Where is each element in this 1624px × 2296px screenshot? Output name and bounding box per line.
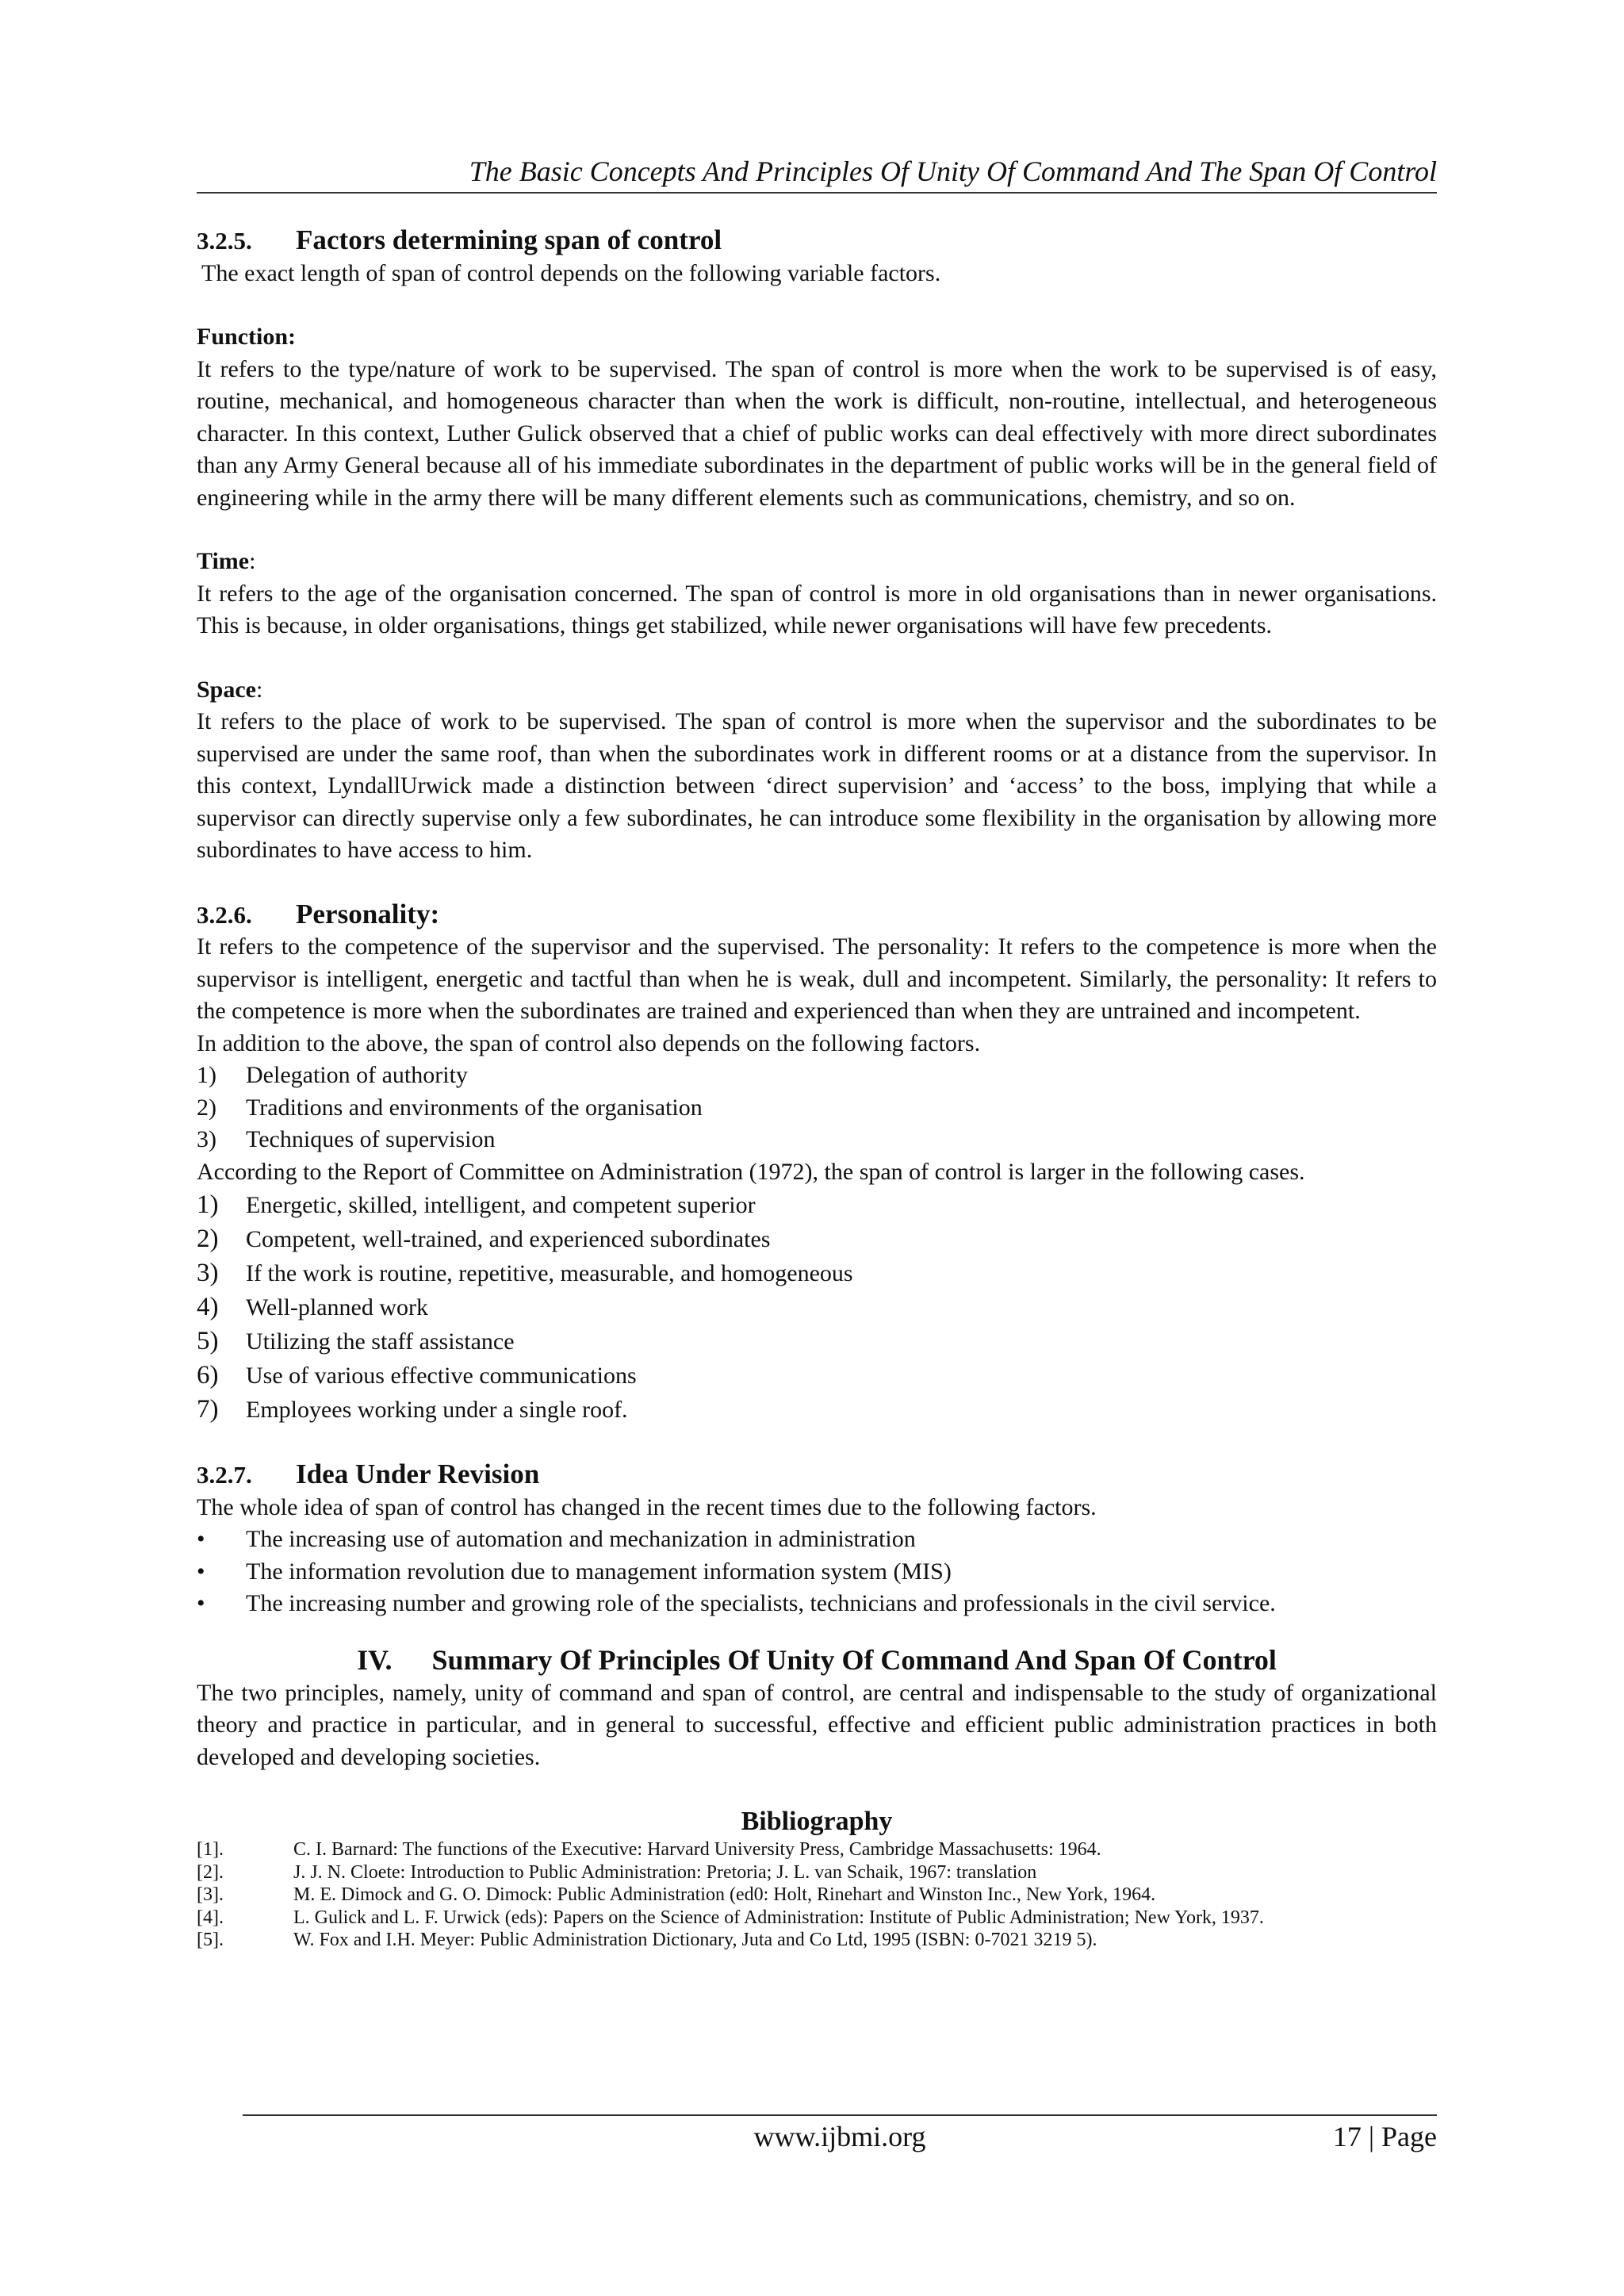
bullet-icon: • xyxy=(197,1590,205,1616)
list-text: Well-planned work xyxy=(246,1294,429,1320)
additional-factors-intro: In addition to the above, the span of control also depends on the following factors. xyxy=(197,1029,981,1056)
list-number: 2) xyxy=(197,1225,219,1253)
bibliography-list xyxy=(197,1838,1437,1952)
list-number: 1) xyxy=(197,1062,216,1088)
committee-report-paragraph: According to the Report of Committee on Administration (1972), the span of control is larger in the following cases. xyxy=(197,1158,1305,1185)
section-title: Summary Of Principles Of Unity Of Command And Span Of Control xyxy=(431,1643,1277,1676)
function-label: Function: xyxy=(197,324,297,350)
list-number: 7) xyxy=(197,1395,219,1424)
summary-heading xyxy=(197,1642,1437,1677)
revision-bullet-list xyxy=(197,1524,1437,1620)
list-text: The information revolution due to management information system (MIS) xyxy=(246,1558,952,1585)
reference-label: [1]. xyxy=(197,1839,224,1860)
list-item xyxy=(197,1256,1437,1290)
function-paragraph: It refers to the type/nature of work to be supervised. The span of control is more when the work to be supervised is of easy, routine, mechanical, and homogeneous character than when the work is difficult, non-routine, intellectual, and heterogeneous character. In this context, Luther Gulick observed that a chief of public works can deal effectively with more direct subordinates than any Army General because all of his immediate subordinates in the department of public works will be in the general field of engineering while in the army there will be many different elements such as communications, chemistry, and so on. xyxy=(197,355,1437,511)
list-number: 1) xyxy=(197,1190,219,1219)
list-item xyxy=(197,1290,1437,1324)
list-item xyxy=(197,1524,1437,1556)
list-number: 5) xyxy=(197,1327,219,1355)
section-heading-3-2-6 xyxy=(197,899,1437,932)
list-text: Energetic, skilled, intelligent, and competent superior xyxy=(246,1192,756,1218)
section-number: 3.2.6. xyxy=(197,900,252,929)
footer-website: www.ijbmi.org xyxy=(753,2121,926,2152)
list-item xyxy=(197,1060,1437,1092)
bibliography-heading: Bibliography xyxy=(741,1807,893,1836)
list-text: Use of various effective communications xyxy=(246,1363,637,1389)
reference-text: W. Fox and I.H. Meyer: Public Administration Dictionary, Juta and Co Ltd, 1995 (ISBN: 0-7021 3219 5). xyxy=(293,1930,1097,1950)
list-text: Competent, well-trained, and experienced subordinates xyxy=(246,1226,771,1252)
list-item xyxy=(197,1556,1437,1589)
list-item xyxy=(197,1324,1437,1359)
revision-intro: The whole idea of span of control has changed in the recent times due to the following factors. xyxy=(197,1493,1097,1520)
additional-factors-list xyxy=(197,1060,1437,1156)
section-roman-numeral: IV. xyxy=(357,1643,393,1676)
list-text: Utilizing the staff assistance xyxy=(246,1328,515,1355)
reference-text: M. E. Dimock and G. O. Dimock: Public Administration (ed0: Holt, Rinehart and Winston Inc., New York, 1964. xyxy=(293,1884,1156,1905)
reference-label: [2]. xyxy=(197,1861,224,1883)
list-text: The increasing number and growing role of the specialists, technicians and professionals in the civil service. xyxy=(246,1590,1276,1616)
list-number: 3) xyxy=(197,1259,219,1287)
list-item xyxy=(197,1393,1437,1427)
running-header: The Basic Concepts And Principles Of Unity Of Command And The Span Of Control xyxy=(197,154,1437,194)
footer-page-number: 17 | Page xyxy=(1332,2121,1437,2152)
section-title: Personality: xyxy=(296,898,440,930)
list-item xyxy=(197,1588,1437,1620)
reference-item xyxy=(197,1861,1437,1884)
list-number: 3) xyxy=(197,1126,216,1152)
reference-label: [3]. xyxy=(197,1884,224,1905)
reference-text: L. Gulick and L. F. Urwick (eds): Papers on the Science of Administration: Institute of Public Administration; New York, 1937. xyxy=(293,1907,1264,1928)
committee-cases-list xyxy=(197,1188,1437,1427)
page-footer xyxy=(243,2114,1437,2154)
space-label: Space xyxy=(197,676,256,703)
list-text: If the work is routine, repetitive, measurable, and homogeneous xyxy=(246,1260,853,1286)
space-heading: Space: xyxy=(197,676,263,703)
time-heading: Time: xyxy=(197,548,256,574)
list-text: Traditions and environments of the organisation xyxy=(246,1094,703,1121)
list-text: Employees working under a single roof. xyxy=(246,1397,628,1423)
section-number: 3.2.5. xyxy=(197,227,252,255)
reference-item xyxy=(197,1907,1437,1930)
time-paragraph: It refers to the age of the organisation concerned. The span of control is more in old organisations than in newer organisations. This is because, in older organisations, things get stabilized, while newer organisations will have few precedents. xyxy=(197,580,1437,638)
list-text: Delegation of authority xyxy=(246,1062,468,1088)
personality-paragraph: It refers to the competence of the supervisor and the supervised. The personality: It refers to the competence is more when the supervisor is intelligent, energetic and tactful than when he is weak, dull and incompetent. Similarly, the personality: It refers to the competence is more when the subordinates are trained and experienced than when they are untrained and incompetent. xyxy=(197,933,1437,1024)
list-number: 6) xyxy=(197,1361,219,1389)
list-number: 2) xyxy=(197,1094,216,1121)
summary-paragraph: The two principles, namely, unity of command and span of control, are central and indispensable to the study of organizational theory and practice in particular, and in general to successful, effective and efficient public administration practices in both developed and developing societies. xyxy=(197,1679,1437,1770)
section-heading-3-2-7 xyxy=(197,1458,1437,1492)
reference-label: [4]. xyxy=(197,1907,224,1928)
reference-item xyxy=(197,1884,1437,1907)
reference-text: C. I. Barnard: The functions of the Executive: Harvard University Press, Cambridge Massachusetts: 1964. xyxy=(293,1839,1101,1860)
section-heading-3-2-5 xyxy=(197,224,1437,258)
reference-item xyxy=(197,1929,1437,1952)
list-item xyxy=(197,1124,1437,1156)
bullet-icon: • xyxy=(197,1558,205,1585)
page-content xyxy=(197,224,1437,1952)
list-item xyxy=(197,1188,1437,1222)
reference-label: [5]. xyxy=(197,1930,224,1950)
list-item xyxy=(197,1092,1437,1125)
list-text: Techniques of supervision xyxy=(246,1126,496,1152)
list-number: 4) xyxy=(197,1293,219,1321)
time-label: Time xyxy=(197,548,250,574)
bullet-icon: • xyxy=(197,1526,205,1552)
reference-text: J. J. N. Cloete: Introduction to Public Administration: Pretoria; J. L. van Schaik, 1967: translation xyxy=(293,1861,1037,1883)
reference-item xyxy=(197,1838,1437,1861)
list-item xyxy=(197,1359,1437,1393)
section-number: 3.2.7. xyxy=(197,1461,252,1489)
space-paragraph: It refers to the place of work to be supervised. The span of control is more when the supervisor and the subordinates to be supervised are under the same roof, than when the subordinates work in different rooms or at a distance from the supervisor. In this context, LyndallUrwick made a distinction between ‘direct supervision’ and ‘access’ to the boss, implying that while a supervisor can directly supervise only a few subordinates, he can introduce some flexibility in the organisation by allowing more subordinates to have access to him. xyxy=(197,708,1437,863)
section-title: Factors determining span of control xyxy=(296,224,722,255)
section-intro: The exact length of span of control depends on the following variable factors. xyxy=(201,259,941,286)
list-item xyxy=(197,1222,1437,1256)
list-text: The increasing use of automation and mechanization in administration xyxy=(246,1526,916,1552)
section-title: Idea Under Revision xyxy=(296,1458,540,1489)
